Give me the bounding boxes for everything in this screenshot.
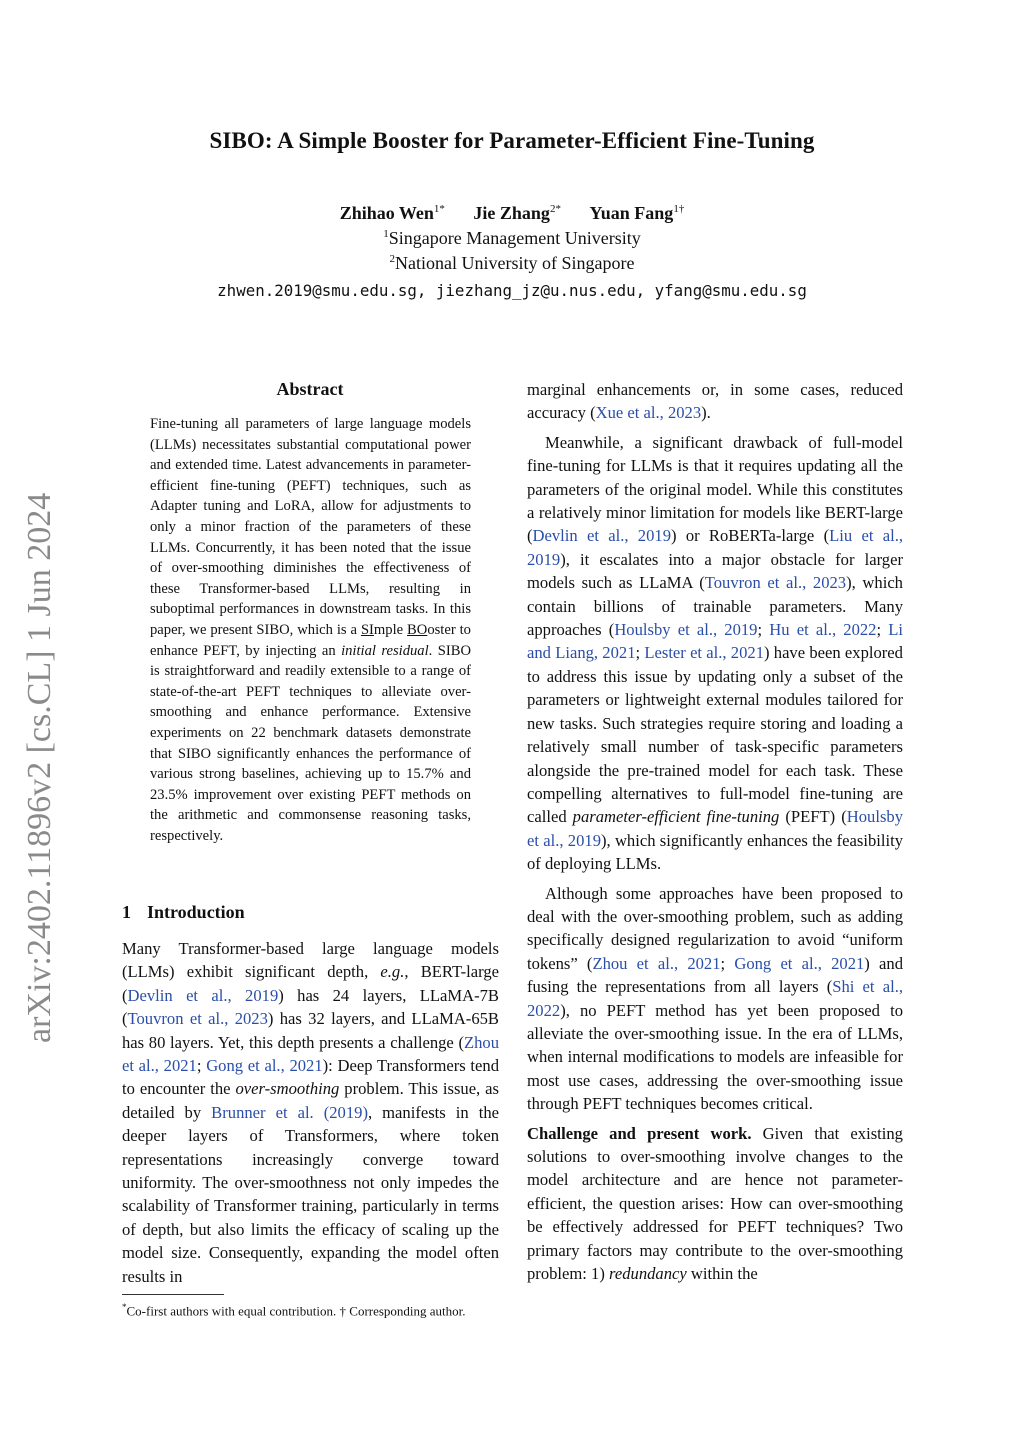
affiliation-2: $^2$National University of Singapore (389, 253, 635, 273)
paper-title: SIBO: A Simple Booster for Parameter-Efficient Fine-Tuning (209, 128, 815, 153)
citation-link[interactable]: Li and Liang, 2021 (527, 620, 903, 663)
citation-link[interactable]: Houlsby et al., 2019 (614, 620, 758, 640)
citation-link[interactable]: Devlin et al., 2019 (127, 985, 279, 1005)
abstract-heading: Abstract (276, 379, 344, 399)
citation-link[interactable]: Houlsby et al., 2019 (527, 807, 904, 850)
paragraph: Meanwhile, a significant drawback of full-model fine-tuning for LLMs is that it requires updating all the parameters of the original model. While this constitutes a relatively minor limitation for models like BERT-large (Devlin et al., 2019) or RoBERTa-large (Liu et al., 2019), it escalates into a major obstacle for larger models such as LLaMA (Touvron et al., 2023), which contain billions of trainable parameters. Many approaches (Houlsby et al., 2019; Hu et al., 2022; Li and Liang, 2021; Lester et al., 2021) have been explored to address this issue by updating only a subset of the parameters or lightweight external modules tailored for new tasks. Such strategies require storing and loading a relatively small number of task-specific parameters alongside the pre-trained model for each task. These compelling alternatives to full-model fine-tuning are called parameter-efficient fine-tuning (PEFT) (Houlsby et al., 2019), which significantly enhances the feasibility of deploying LLMs. (527, 432, 904, 874)
citation-link[interactable]: Hu et al., 2022 (769, 620, 877, 640)
author-2: Jie Zhang$^{2*}$ (473, 203, 561, 223)
citation-link[interactable]: Shi et al., 2022 (527, 977, 903, 1020)
citation-link[interactable]: Liu et al., 2019 (527, 526, 903, 569)
citation-link[interactable]: Xue et al., 2023 (595, 403, 702, 423)
author-emails: zhwen.2019@smu.edu.sg, jiezhang_jz@u.nus.edu, yfang@smu.edu.sg (217, 281, 807, 300)
section-heading-introduction: 1 Introduction (122, 902, 245, 922)
citation-link[interactable]: Brunner et al. (2019) (211, 1102, 368, 1122)
affiliation-1: $^1$Singapore Management University (383, 228, 641, 248)
citation-link[interactable]: Touvron et al., 2023 (127, 1009, 268, 1029)
citation-link[interactable]: Gong et al., 2021 (734, 953, 865, 973)
footnote: *Co-first authors with equal contribution. † Corresponding author. (122, 1302, 466, 1319)
author-3: Yuan Fang$^{1\dagger}$ (589, 203, 685, 223)
paragraph: Although some approaches have been proposed to deal with the over-smoothing problem, such as adding specifically designed regularization to avoid “uniform tokens” (Zhou et al., 2021; Gong et al., 2021) and fusing the representations from all layers (Shi et al., 2022), no PEFT method has yet been proposed to alleviate the over-smoothing issue. In the era of LLMs, when internal modifications to models are infeasible for most use cases, addressing the over-smoothing issue through PEFT techniques becomes critical. (527, 883, 903, 1114)
author-list (0, 203, 1024, 224)
citation-link[interactable]: Touvron et al., 2023 (704, 573, 847, 593)
intro-paragraph: Many Transformer-based large language models (LLMs) exhibit significant depth, e.g., BERT-large (Devlin et al., 2019) has 24 layers, LLaMA-7B (Touvron et al., 2023) has 32 layers, and LLaMA-65B has 80 layers. Yet, this depth presents a challenge (Zhou et al., 2021; Gong et al., 2021): Deep Transformers tend to encounter the over-smoothing problem. This issue, as detailed by Brunner et al. (2019), manifests in the deeper layers of Transformers, where token representations increasingly converge toward uniformity. The over-smoothness not only impedes the scalability of Transformer training, particularly in terms of depth, but also limits the efficacy of scaling up the model size. Consequently, expanding the model often results in (122, 939, 500, 1286)
citation-link[interactable]: Devlin et al., 2019 (532, 526, 671, 546)
right-column (527, 378, 903, 1291)
citation-link[interactable]: Lester et al., 2021 (644, 643, 764, 663)
author-1: Zhihao Wen$^{1*}$ (339, 203, 445, 223)
citation-link[interactable]: Gong et al., 2021 (206, 1056, 323, 1076)
citation-link[interactable]: Zhou et al., 2021 (592, 953, 721, 973)
arxiv-stamp: arXiv:2402.11896v2 [cs.CL] 1 Jun 2024 (21, 492, 58, 1043)
footnote-rule (122, 1294, 224, 1295)
paragraph: marginal enhancements or, in some cases, reduced accuracy (Xue et al., 2023). (527, 380, 903, 423)
citation-link[interactable]: Zhou et al., 2021 (122, 1032, 499, 1076)
paragraph: Challenge and present work. Given that existing solutions to over-smoothing involve changes to the model architecture and are hence not parameter-efficient, the question arises: How can over-smoothing be effectively addressed for PEFT techniques? Two primary factors may contribute to the over-smoothing problem: 1) redundancy within the (527, 1123, 903, 1284)
abstract-body: Fine-tuning all parameters of large language models (LLMs) necessitates substantial computational power and extended time. Latest advancements in parameter-efficient fine-tuning (PEFT) techniques, such as Adapter tuning and LoRA, allow for adjustments to only a minor fraction of the parameters of these LLMs. Concurrently, it has been noted that the issue of over-smoothing diminishes the effectiveness of these Transformer-based LLMs, resulting in suboptimal performances in downstream tasks. In this paper, we present SIBO, which is a SImple BOoster to enhance PEFT, by injecting an initial residual. SIBO is straightforward and readily extensible to a range of state-of-the-art PEFT techniques to alleviate over-smoothing and enhance performance. Extensive experiments on 22 benchmark datasets demonstrate that SIBO significantly enhances the performance of various strong baselines, achieving up to 15.7% and 23.5% improvement over existing PEFT methods on the arithmetic and commonsense reasoning tasks, respectively. (150, 416, 472, 844)
